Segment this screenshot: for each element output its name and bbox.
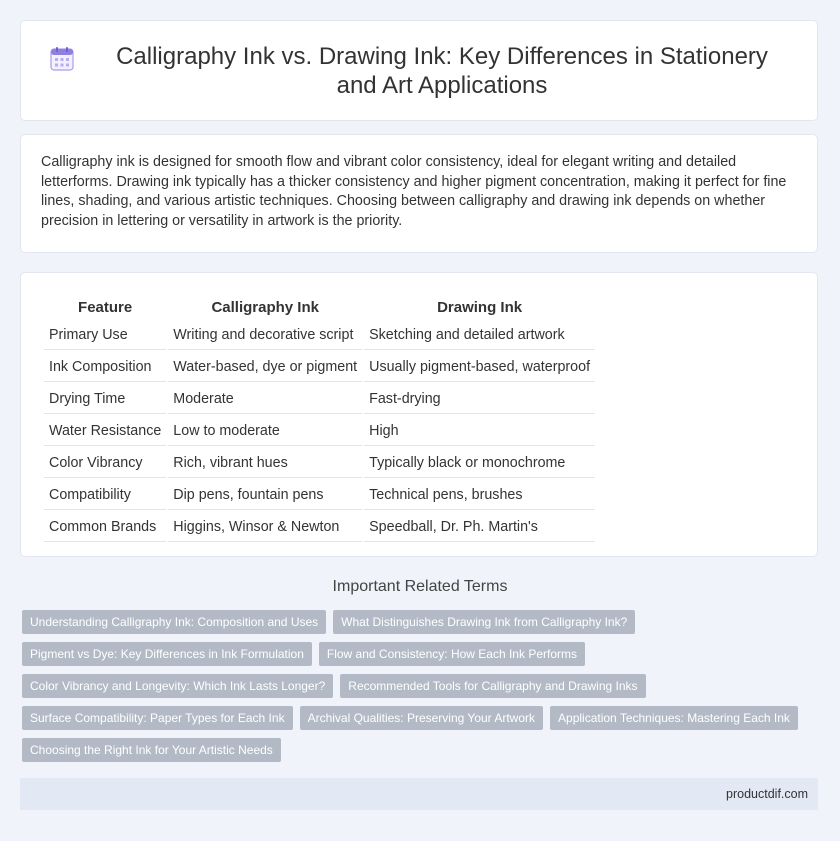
title-wrap [49, 42, 789, 100]
table-cell: Low to moderate [168, 416, 362, 446]
intro-paragraph: Calligraphy ink is designed for smooth flow and vibrant color consistency, ideal for elegant writing and detailed letterforms. Drawing ink typically has a thicker consistency and higher pigment concentration, making it perfect for fine lines, shading, and various artistic techniques. Choosing between calligraphy and drawing ink depends on whether precision in lettering or versatility in artwork is the priority. [41, 154, 787, 230]
tag-row [22, 674, 822, 698]
comparison-table-card [20, 272, 818, 557]
footer-site-link[interactable]: productdif.com [726, 787, 808, 801]
table-row [44, 352, 595, 382]
footer [20, 778, 818, 810]
table-row [44, 448, 595, 478]
comparison-table [42, 293, 597, 544]
related-term-tag[interactable]: Surface Compatibility: Paper Types for Each Ink [22, 706, 293, 730]
tag-row [22, 642, 822, 666]
related-term-tag[interactable]: Color Vibrancy and Longevity: Which Ink Lasts Longer? [22, 674, 333, 698]
table-cell: Dip pens, fountain pens [168, 480, 362, 510]
table-cell: Water Resistance [44, 416, 166, 446]
related-term-tag[interactable]: Pigment vs Dye: Key Differences in Ink Formulation [22, 642, 312, 666]
table-cell: Writing and decorative script [168, 320, 362, 350]
tag-row [22, 706, 822, 730]
intro-card [20, 134, 818, 253]
table-cell: Fast-drying [364, 384, 595, 414]
page-title: Calligraphy Ink vs. Drawing Ink: Key Differences in Stationery and Art Applications [116, 42, 768, 99]
table-cell: Rich, vibrant hues [168, 448, 362, 478]
table-cell: Primary Use [44, 320, 166, 350]
tag-row [22, 610, 822, 634]
table-cell: High [364, 416, 595, 446]
related-term-tag[interactable]: What Distinguishes Drawing Ink from Calligraphy Ink? [333, 610, 635, 634]
table-cell: Color Vibrancy [44, 448, 166, 478]
related-term-tag[interactable]: Application Techniques: Mastering Each Ink [550, 706, 798, 730]
column-header-calligraphy-ink: Calligraphy Ink [211, 299, 319, 316]
table-row [44, 416, 595, 446]
table-cell: Compatibility [44, 480, 166, 510]
table-cell: Water-based, dye or pigment [168, 352, 362, 382]
table-cell: Moderate [168, 384, 362, 414]
table-row [44, 320, 595, 350]
table-header-row [44, 295, 595, 318]
table-cell: Common Brands [44, 512, 166, 542]
related-term-tag[interactable]: Flow and Consistency: How Each Ink Performs [319, 642, 585, 666]
column-header-feature: Feature [78, 299, 133, 316]
related-term-tag[interactable]: Choosing the Right Ink for Your Artistic Needs [22, 738, 281, 762]
column-header-drawing-ink: Drawing Ink [437, 299, 523, 316]
table-cell: Sketching and detailed artwork [364, 320, 595, 350]
table-cell: Higgins, Winsor & Newton [168, 512, 362, 542]
related-term-tag[interactable]: Archival Qualities: Preserving Your Artwork [300, 706, 543, 730]
table-cell: Typically black or monochrome [364, 448, 595, 478]
calendar-icon [49, 46, 75, 72]
table-cell: Speedball, Dr. Ph. Martin's [364, 512, 595, 542]
table-row [44, 384, 595, 414]
related-terms-list [22, 610, 822, 770]
title-card [20, 20, 818, 121]
table-cell: Drying Time [44, 384, 166, 414]
related-term-tag[interactable]: Recommended Tools for Calligraphy and Drawing Inks [340, 674, 645, 698]
table-row [44, 480, 595, 510]
table-cell: Ink Composition [44, 352, 166, 382]
related-term-tag[interactable]: Understanding Calligraphy Ink: Composition and Uses [22, 610, 326, 634]
table-row [44, 512, 595, 542]
table-cell: Technical pens, brushes [364, 480, 595, 510]
table-cell: Usually pigment-based, waterproof [364, 352, 595, 382]
tag-row [22, 738, 822, 762]
related-terms-heading: Important Related Terms [332, 578, 508, 595]
